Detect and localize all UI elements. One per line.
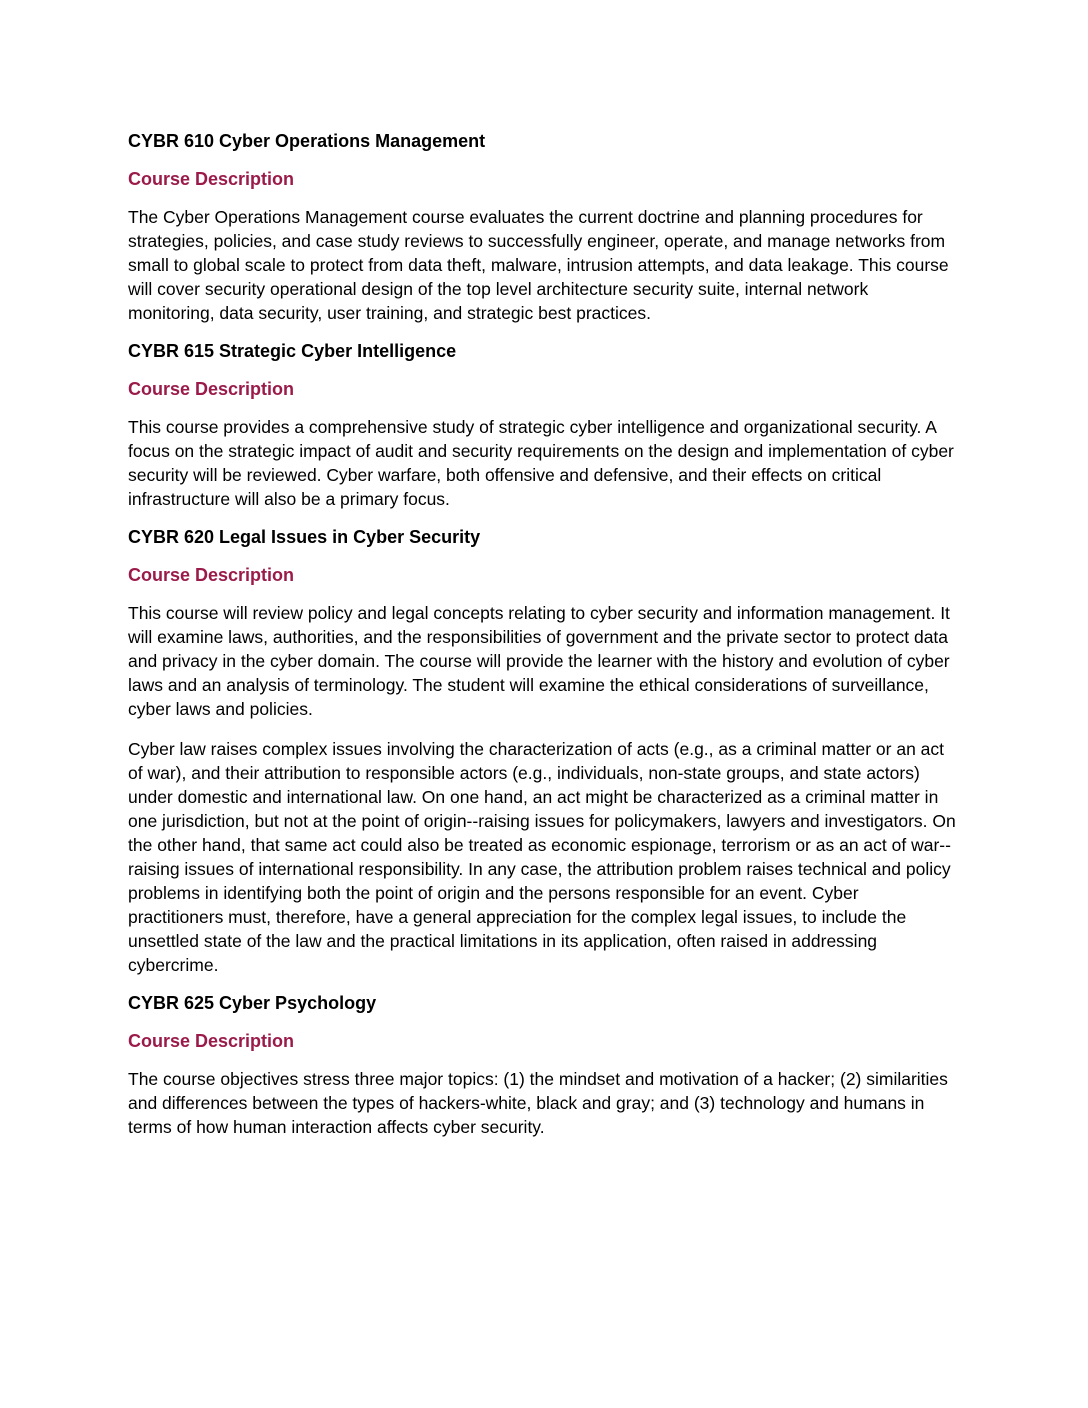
document-content xyxy=(128,131,958,1139)
course-section-cybr-620 xyxy=(128,527,958,977)
course-description-paragraph: The course objectives stress three major topics: (1) the mindset and motivation of a hacker; (2) similarities and differences between the types of hackers-white, black and gray; and (3) technology and humans in terms of how human interaction affects cyber security. xyxy=(128,1069,948,1137)
course-description-paragraph: This course provides a comprehensive study of strategic cyber intelligence and organizational security. A focus on the strategic impact of audit and security requirements on the design and implementation of cyber security will be reviewed. Cyber warfare, both offensive and defensive, and their effects on critical infrastructure will also be a primary focus. xyxy=(128,417,954,509)
course-description-heading: Course Description xyxy=(128,565,295,585)
course-description-heading: Course Description xyxy=(128,169,295,189)
course-section-cybr-625 xyxy=(128,993,958,1139)
course-title: CYBR 615 Strategic Cyber Intelligence xyxy=(128,341,457,361)
course-description-heading: Course Description xyxy=(128,379,295,399)
course-description-paragraph: The Cyber Operations Management course evaluates the current doctrine and planning procedures for strategies, policies, and case study reviews to successfully engineer, operate, and manage networks from small to global scale to protect from data theft, malware, intrusion attempts, and data leakage. This course will cover security operational design of the top level architecture security suite, internal network monitoring, data security, user training, and strategic best practices. xyxy=(128,207,949,323)
course-description-heading: Course Description xyxy=(128,1031,295,1051)
course-description-paragraph: Cyber law raises complex issues involving the characterization of acts (e.g., as a criminal matter or an act of war), and their attribution to responsible actors (e.g., individuals, non-state groups, and state actors) under domestic and international law. On one hand, an act might be characterized as a criminal matter in one jurisdiction, but not at the point of origin--raising issues for policymakers, lawyers and investigators. On the other hand, that same act could also be treated as economic espionage, terrorism or as an act of war--raising issues of international responsibility. In any case, the attribution problem raises technical and policy problems in identifying both the point of origin and the persons responsible for an event. Cyber practitioners must, therefore, have a general appreciation for the complex legal issues, to include the unsettled state of the law and the practical limitations in its application, often raised in addressing cybercrime. xyxy=(128,739,956,975)
course-title: CYBR 610 Cyber Operations Management xyxy=(128,131,486,151)
course-description-paragraph: This course will review policy and legal concepts relating to cyber security and information management. It will examine laws, authorities, and the responsibilities of government and the private sector to protect data and privacy in the cyber domain. The course will provide the learner with the history and evolution of cyber laws and an analysis of terminology. The student will examine the ethical considerations of surveillance, cyber laws and policies. xyxy=(128,603,950,719)
course-title: CYBR 620 Legal Issues in Cyber Security xyxy=(128,527,481,547)
course-title: CYBR 625 Cyber Psychology xyxy=(128,993,377,1013)
course-section-cybr-610 xyxy=(128,131,958,325)
course-section-cybr-615 xyxy=(128,341,958,511)
